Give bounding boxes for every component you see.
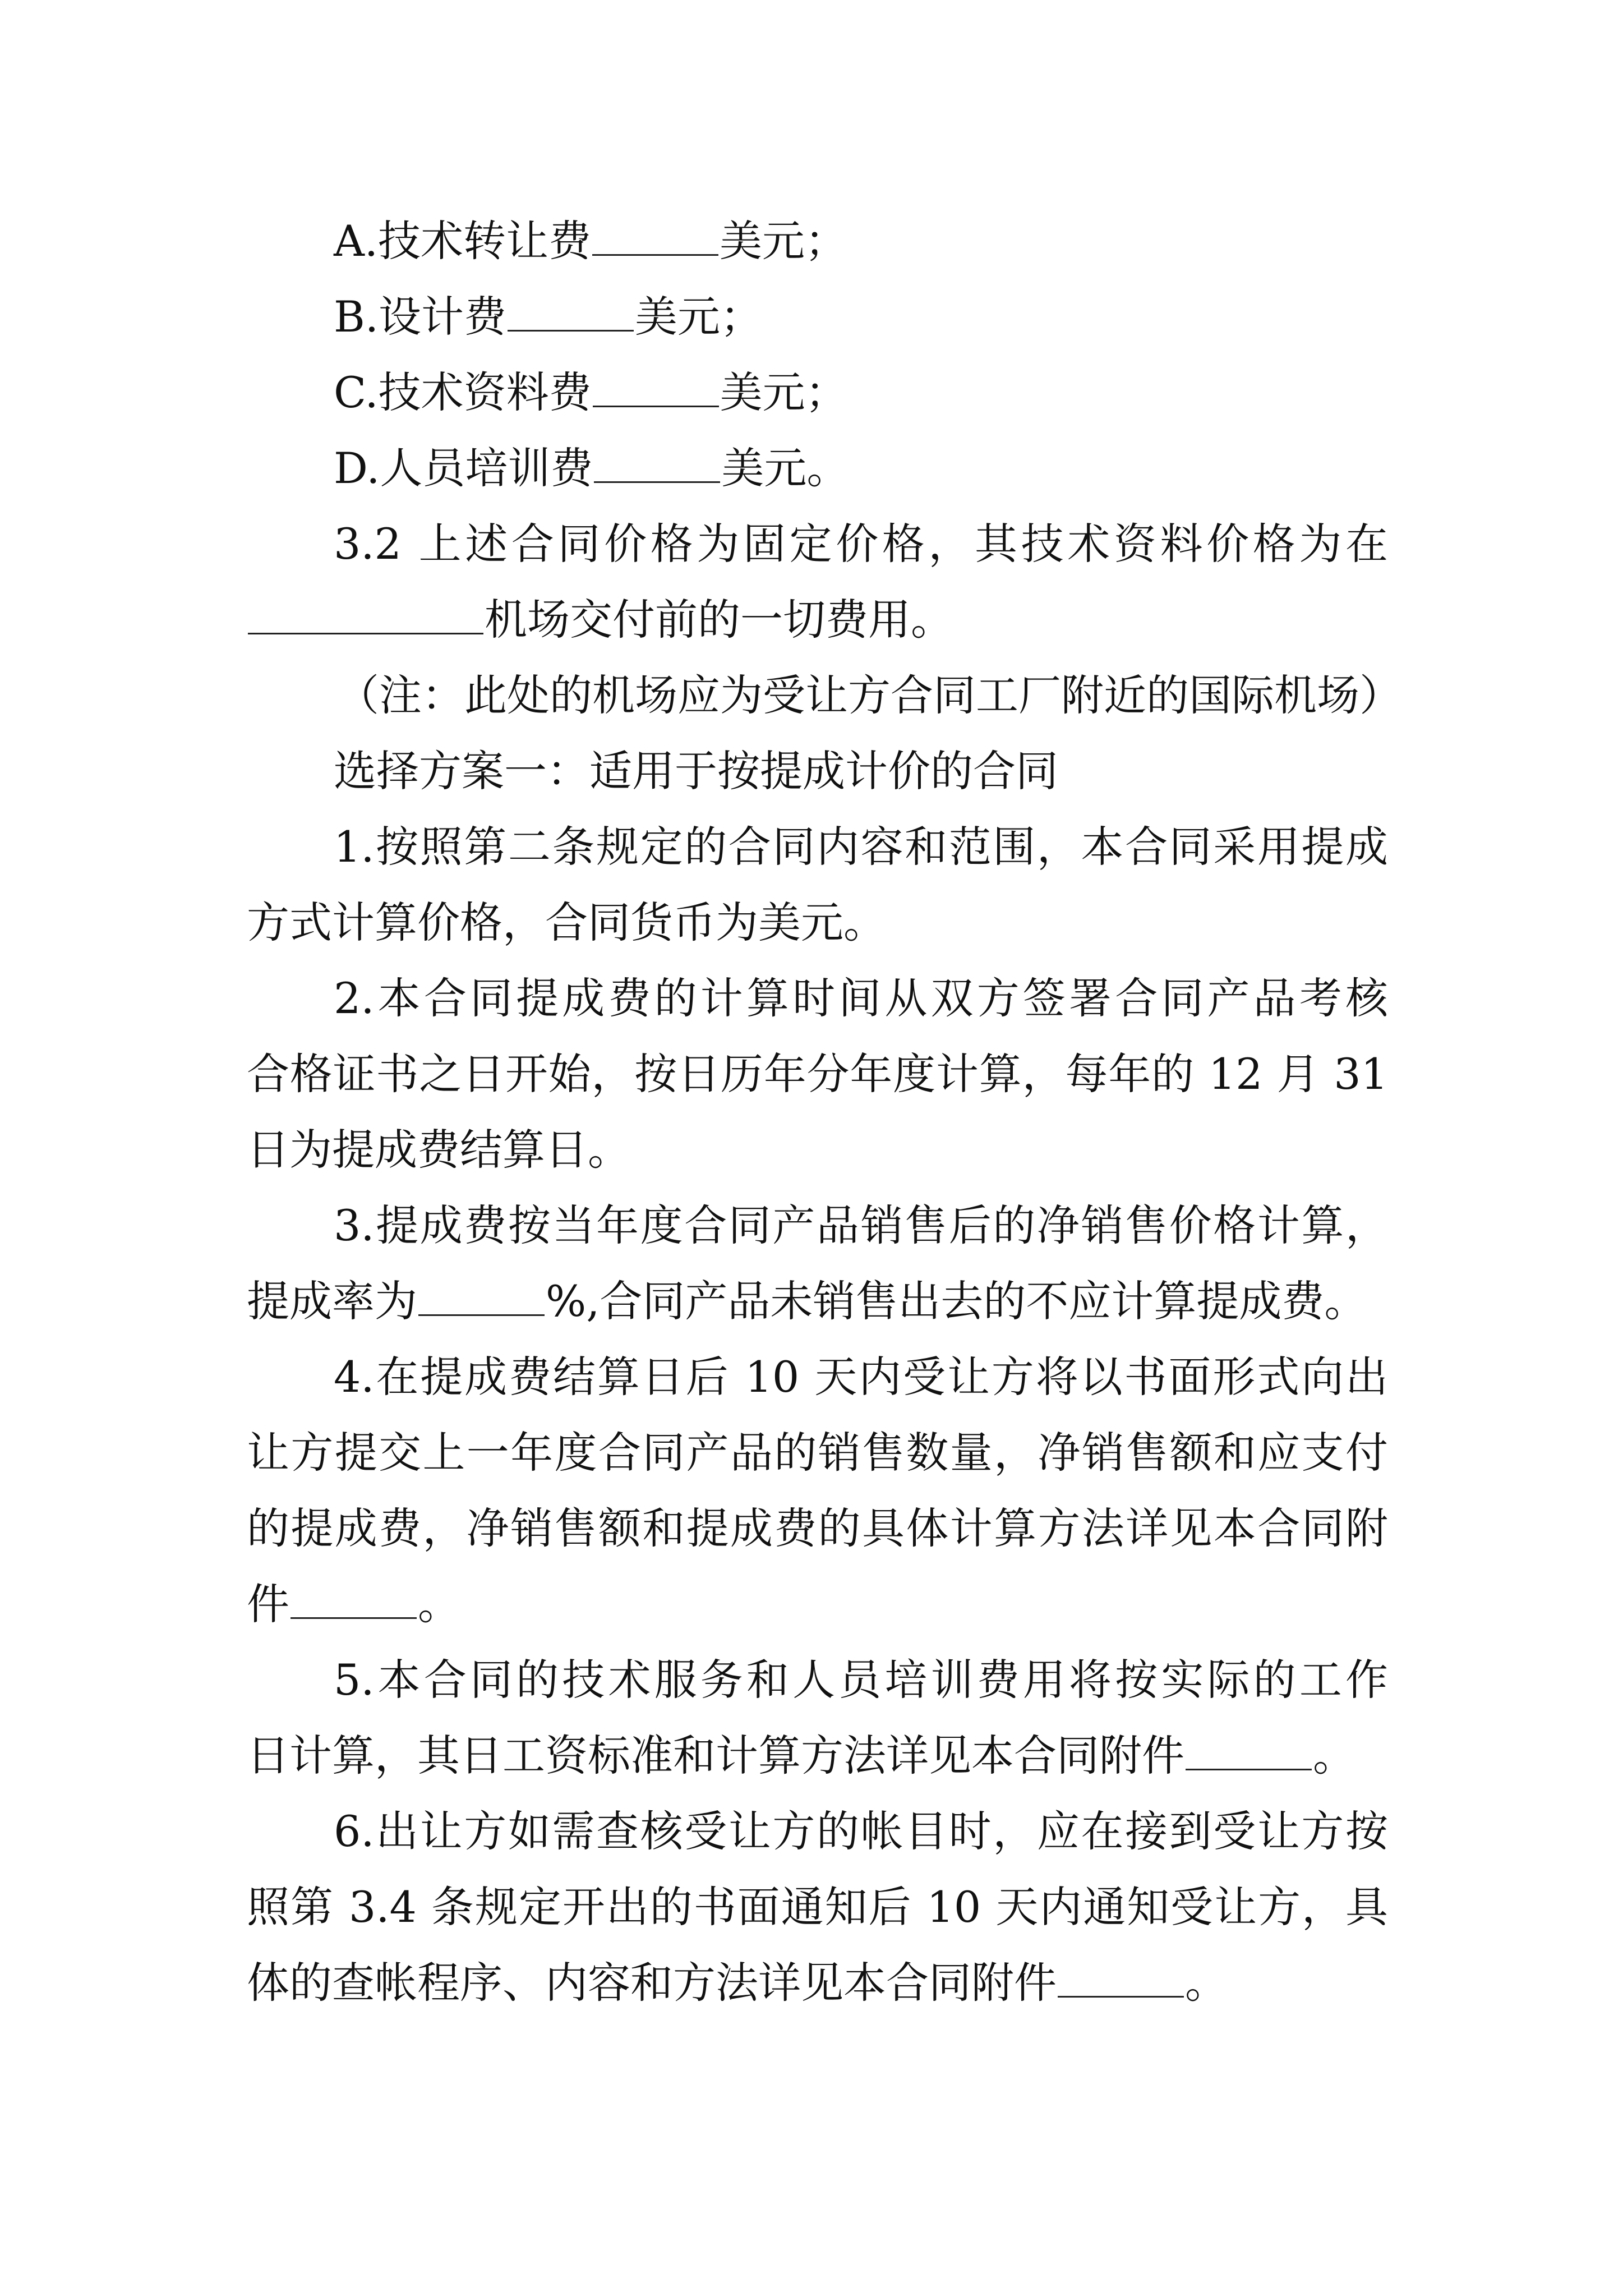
item6-text: 体的查帐程序、内容和方法详见本合同附件 (247, 1958, 1057, 2008)
fee-unit: 美元 (720, 367, 805, 417)
clause-3-2-line1: 3.2 上述合同价格为固定价格，其技术资料价格为在 (334, 519, 1388, 569)
item5-text: 。 (1313, 1731, 1355, 1780)
fee-unit: 美元 (721, 443, 807, 493)
item6-line3 (247, 1955, 1228, 2011)
fee-unit: 美元 (635, 292, 721, 342)
note-line: （注：此处的机场应为受让方合同工厂附近的国际机场） (336, 670, 1402, 720)
option-one-title: 选择方案一：适用于按提成计价的合同 (334, 746, 1058, 796)
blank-line (593, 367, 719, 407)
item4-text: 件 (247, 1579, 289, 1629)
clause-3-2-text: 机场交付前的一切费用。 (485, 595, 953, 645)
item6-text: 。 (1185, 1958, 1228, 2008)
item4-line4 (247, 1576, 460, 1632)
blank-line (418, 1276, 545, 1316)
blank-line (248, 595, 483, 634)
item2-line1: 2.本合同提成费的计算时间从双方签署合同产品考核 (334, 973, 1388, 1023)
item3-line1: 3.提成费按当年度合同产品销售后的净销售价格计算， (334, 1200, 1388, 1250)
blank-line (1186, 1731, 1312, 1770)
item5-text: 日计算，其日工资标准和计算方法详见本合同附件 (247, 1731, 1184, 1780)
item5-line1: 5.本合同的技术服务和人员培训费用将按实际的工作 (334, 1655, 1388, 1705)
item2-line3: 日为提成费结算日。 (247, 1125, 630, 1175)
blank-line (508, 292, 634, 332)
item4-line2: 让方提交上一年度合同产品的销售数量，净销售额和应支付 (247, 1428, 1388, 1478)
clause-3-2-line2 (247, 592, 953, 648)
fee-a-label: A.技术转让费 (334, 216, 592, 266)
fee-item-b (334, 289, 763, 345)
item3-text: %,合同产品未销售出去的不应计算提成费。 (546, 1276, 1367, 1326)
blank-line (592, 216, 718, 256)
fee-item-d (334, 440, 849, 496)
item4-line1: 4.在提成费结算日后 10 天内受让方将以书面形式向出 (334, 1352, 1388, 1402)
item6-line1: 6.出让方如需查核受让方的帐目时，应在接到受让方按 (334, 1806, 1388, 1856)
item4-text: 。 (418, 1579, 460, 1629)
item3-text: 提成率为 (247, 1276, 417, 1326)
blank-line (291, 1579, 417, 1619)
item1-line1: 1.按照第二条规定的合同内容和范围，本合同采用提成 (334, 822, 1388, 872)
item5-line2 (247, 1728, 1355, 1784)
blank-line (1058, 1958, 1184, 1998)
fee-d-label: D.人员培训费 (334, 443, 593, 493)
item4-line3: 的提成费，净销售额和提成费的具体计算方法详见本合同附 (247, 1503, 1388, 1553)
punctuation: ； (805, 216, 848, 266)
fee-unit: 美元 (720, 216, 805, 266)
fee-item-c (334, 365, 848, 421)
item3-line2 (247, 1273, 1367, 1329)
punctuation: 。 (806, 443, 850, 493)
item1-line2: 方式计算价格，合同货币为美元。 (247, 898, 886, 947)
fee-b-label: B.设计费 (334, 292, 507, 342)
item6-line2: 照第 3.4 条规定开出的书面通知后 10 天内通知受让方，具 (247, 1882, 1388, 1932)
punctuation: ； (805, 367, 848, 417)
fee-item-a (334, 213, 847, 269)
blank-line (594, 443, 720, 483)
fee-c-label: C.技术资料费 (334, 367, 592, 417)
punctuation: ； (720, 292, 763, 342)
item2-line2: 合格证书之日开始，按日历年分年度计算，每年的 12 月 31 (247, 1049, 1388, 1099)
